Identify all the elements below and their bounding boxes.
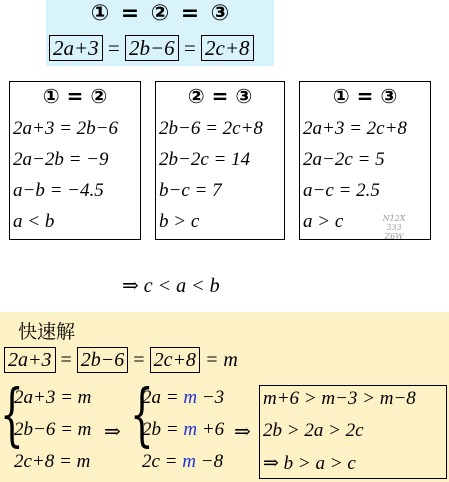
system1-line: 2a+3 = m	[14, 387, 92, 408]
expr-box-2: 2b−6	[77, 347, 129, 373]
watermark-line: 333	[386, 223, 402, 232]
case-box-2	[155, 81, 285, 240]
case-header: ① = ②	[42, 84, 108, 108]
case-header: ① = ③	[332, 84, 398, 108]
label-3: ③	[210, 1, 230, 26]
case-line: 2a−2b = −9	[13, 149, 109, 170]
case-line: a > c	[303, 211, 344, 232]
quick-solution-panel	[0, 312, 449, 482]
expr-box-3: 2c+8	[150, 347, 200, 373]
implies-arrow: ⇒	[104, 419, 121, 443]
expr-box-2: 2b−6	[125, 35, 179, 61]
case-box-1	[9, 81, 141, 240]
case-line: a < b	[13, 211, 55, 232]
expr-box-1: 2a+3	[4, 347, 56, 373]
case-line: 2b−2c = 14	[159, 149, 251, 170]
case-line: 2a−2c = 5	[303, 149, 385, 170]
result-line: 2b > 2a > 2c	[263, 420, 364, 441]
implies-arrow: ⇒	[234, 419, 251, 443]
result-box	[259, 385, 447, 479]
top-equation-labels	[46, 1, 274, 26]
case-line: 2a+3 = 2b−6	[13, 118, 118, 139]
equals-m: = m	[204, 349, 238, 371]
left-brace: {	[0, 376, 24, 455]
left-brace: {	[130, 376, 154, 455]
equals-sign: =	[120, 1, 140, 26]
equals-sign: =	[180, 1, 200, 26]
result-line: m+6 > m−3 > m−8	[263, 388, 416, 409]
system1-line: 2c+8 = m	[14, 451, 91, 472]
watermark	[378, 214, 410, 241]
top-equation	[49, 35, 254, 61]
expr-box-3: 2c+8	[201, 35, 254, 61]
system1-line: 2b−6 = m	[14, 419, 92, 440]
case-line: b−c = 7	[159, 180, 222, 201]
system2-line: 2b = m +6	[142, 419, 225, 440]
case-line: a−b = −4.5	[13, 180, 104, 201]
result-line: ⇒ b > a > c	[263, 453, 356, 474]
quick-solution-title: 快速解	[18, 321, 76, 343]
system2-line: 2a = m −3	[142, 387, 225, 408]
system2-line: 2c = m −8	[142, 451, 224, 472]
quick-equation: 2a+3 = 2b−6 = 2c+8 = m	[4, 347, 238, 373]
conclusion: ⇒ c < a < b	[122, 275, 220, 297]
top-panel	[46, 0, 274, 66]
case-line: 2b−6 = 2c+8	[159, 118, 263, 139]
equals-sign: =	[107, 36, 120, 60]
equals-sign: =	[183, 36, 196, 60]
watermark-line: Z6W	[384, 232, 404, 241]
label-2: ②	[150, 1, 170, 26]
case-line: 2a+3 = 2c+8	[303, 118, 407, 139]
case-line: a−c = 2.5	[303, 180, 380, 201]
watermark-line: N12X	[382, 214, 406, 223]
case-line: b > c	[159, 211, 200, 232]
label-1: ①	[90, 1, 110, 26]
expr-box-1: 2a+3	[49, 35, 103, 61]
case-box-3	[299, 81, 431, 240]
case-header: ② = ③	[187, 84, 253, 108]
